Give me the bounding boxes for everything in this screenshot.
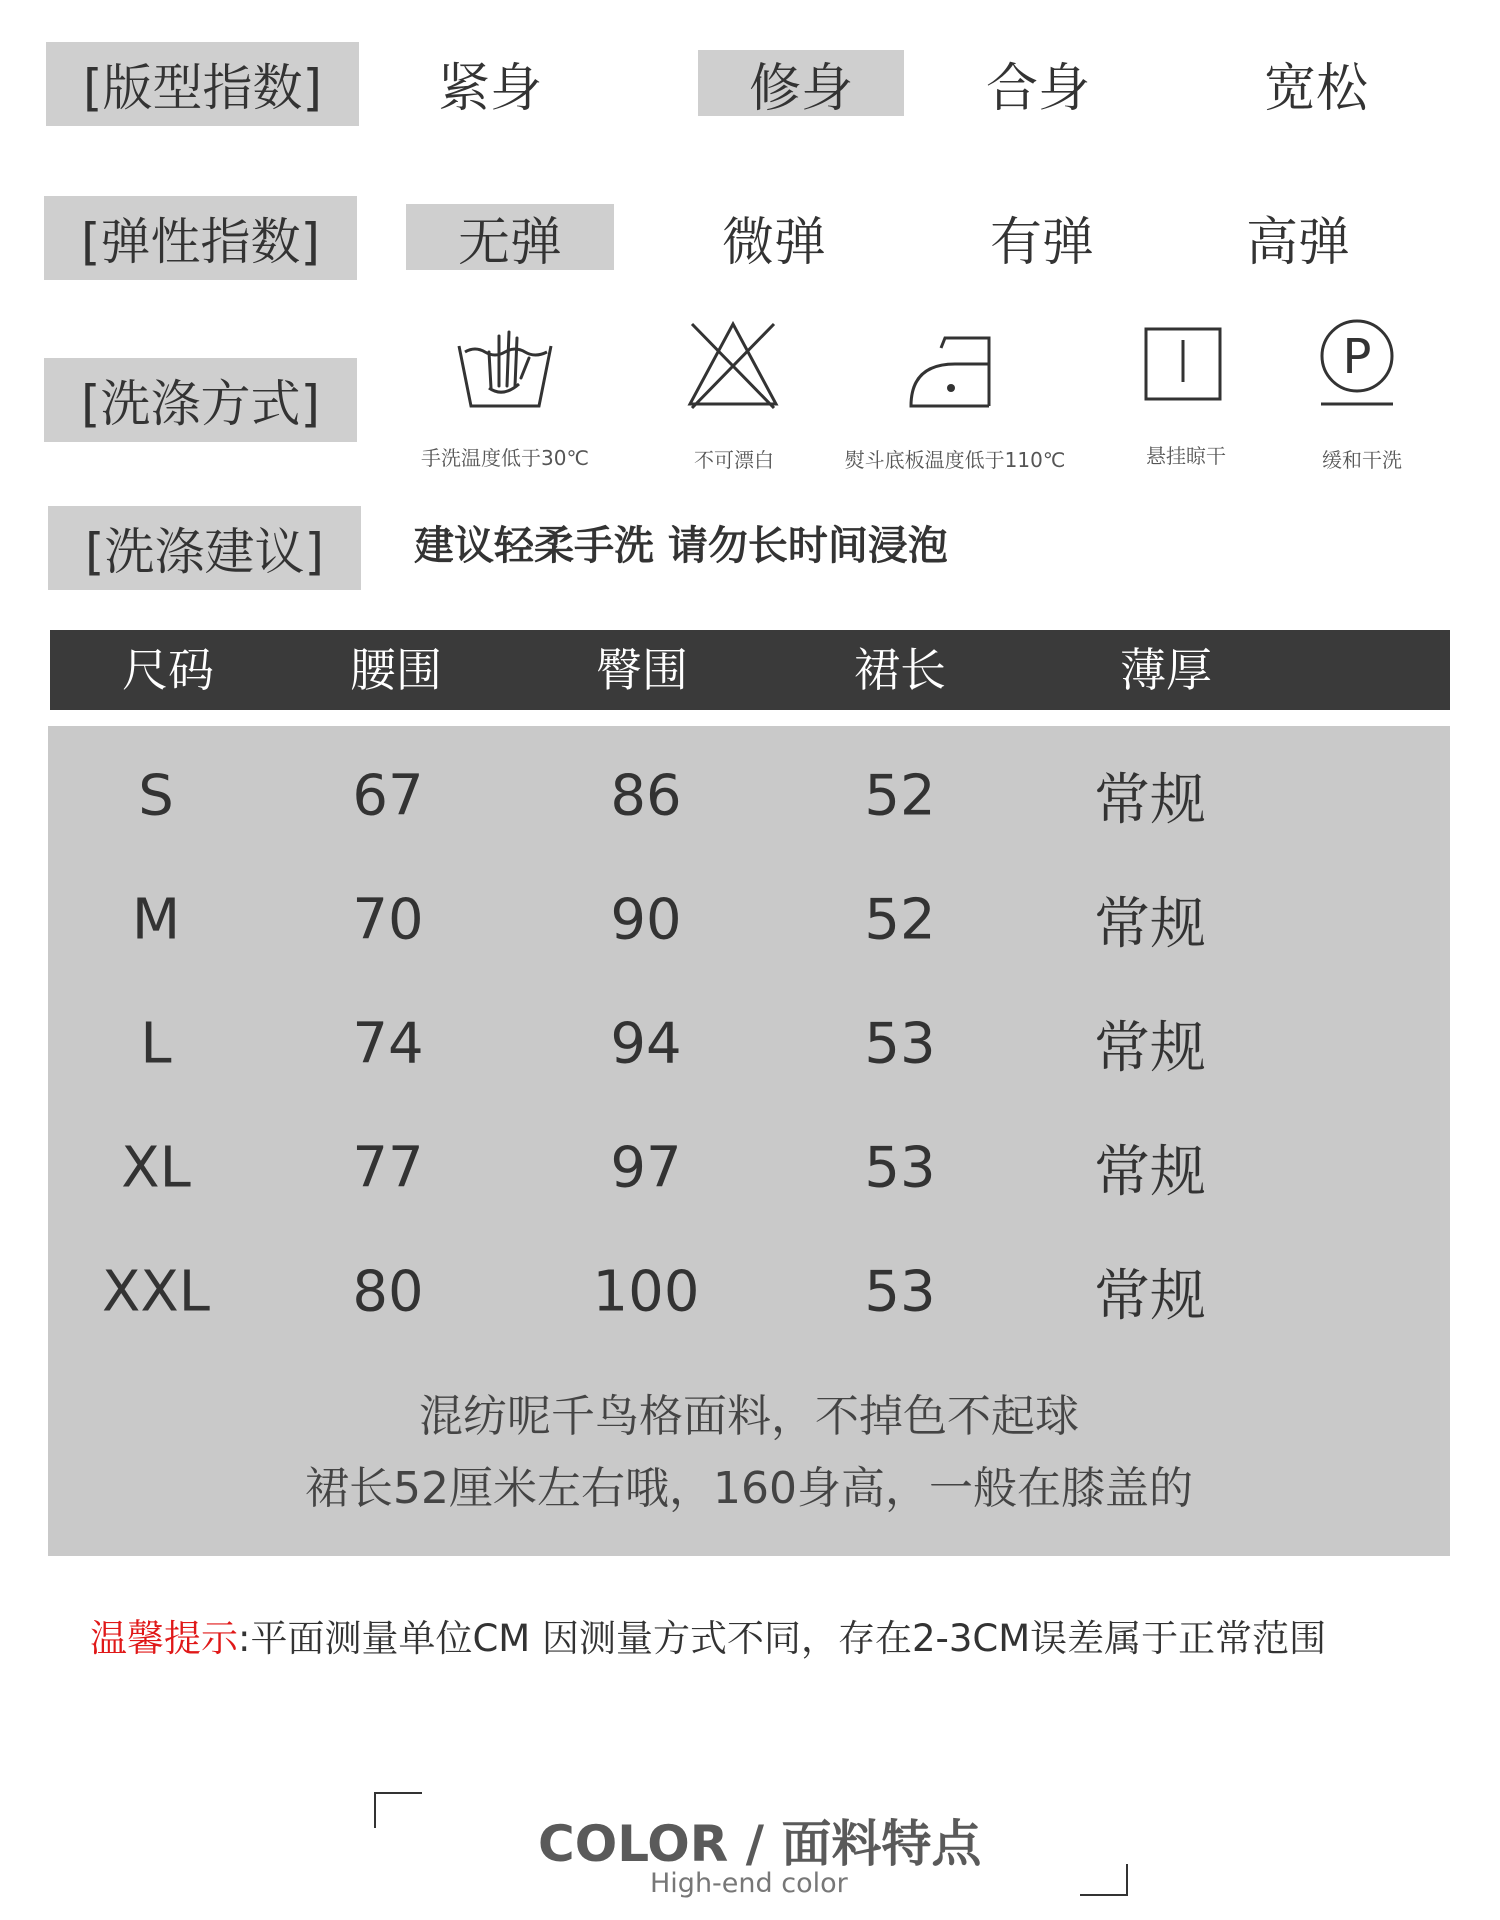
corner-top-left [374, 1792, 422, 1828]
elasticity-option-none: 无弹 [406, 204, 614, 270]
size-table-body [48, 726, 1450, 1556]
fit-option-loose: 宽松 [1263, 58, 1368, 119]
table-cell: XL [121, 1135, 191, 1201]
fit-option-slim: 修身 [698, 50, 904, 116]
hang-dry-caption: 悬挂晾干 [1146, 444, 1226, 468]
size-table-header [50, 630, 1450, 710]
table-cell: 52 [864, 763, 936, 829]
header-hip: 臀围 [596, 643, 688, 697]
footer-subtitle: High-end color [650, 1868, 848, 1899]
table-cell: L [140, 1011, 172, 1077]
length-note: 裙长52厘米左右哦，160身高，一般在膝盖的 [305, 1463, 1193, 1514]
svg-text:P: P [1342, 329, 1372, 385]
table-cell: 常规 [1094, 1016, 1206, 1081]
footer-title: COLOR / 面料特点 [538, 1815, 982, 1873]
table-cell: 80 [352, 1259, 424, 1325]
table-cell: 94 [610, 1011, 682, 1077]
table-cell: 53 [864, 1135, 936, 1201]
table-cell: S [138, 763, 174, 829]
washing-advice-label: [洗涤建议] [48, 506, 361, 590]
elasticity-option-slight: 微弹 [721, 212, 826, 273]
iron-icon [905, 326, 995, 410]
elasticity-option-high: 高弹 [1245, 212, 1350, 273]
table-cell: 77 [352, 1135, 424, 1201]
header-thickness: 薄厚 [1120, 643, 1212, 697]
hang-dry-icon [1143, 326, 1223, 402]
fit-option-tight: 紧身 [437, 58, 542, 119]
dry-clean-caption: 缓和干洗 [1322, 448, 1402, 472]
no-bleach-icon [686, 318, 780, 410]
table-cell: 53 [864, 1011, 936, 1077]
hand-wash-caption: 手洗温度低于30℃ [421, 446, 589, 470]
table-cell: 90 [610, 887, 682, 953]
fit-option-regular: 合身 [985, 58, 1090, 119]
elasticity-option-medium: 有弹 [989, 212, 1094, 273]
table-cell: 常规 [1094, 768, 1206, 833]
elasticity-index-label: [弹性指数] [44, 196, 357, 280]
header-size: 尺码 [122, 643, 214, 697]
table-cell: 100 [592, 1259, 700, 1325]
table-cell: 52 [864, 887, 936, 953]
table-cell: 常规 [1094, 1140, 1206, 1205]
dry-clean-icon [1315, 316, 1399, 408]
table-cell: 常规 [1094, 892, 1206, 957]
fabric-note: 混纺呢千鸟格面料，不掉色不起球 [419, 1391, 1079, 1442]
hand-wash-icon [455, 322, 555, 414]
corner-bottom-right [1080, 1864, 1128, 1896]
table-cell: 74 [352, 1011, 424, 1077]
tip-text: :平面测量单位CM 因测量方式不同，存在2-3CM误差属于正常范围 [238, 1617, 1327, 1660]
measurement-tip [90, 1608, 1326, 1662]
table-cell: 70 [352, 887, 424, 953]
table-cell: 53 [864, 1259, 936, 1325]
table-cell: M [131, 887, 181, 953]
header-length: 裙长 [854, 643, 946, 697]
iron-caption: 熨斗底板温度低于110℃ [844, 448, 1066, 472]
washing-method-label: [洗涤方式] [44, 358, 357, 442]
header-waist: 腰围 [350, 643, 442, 697]
table-cell: 97 [610, 1135, 682, 1201]
tip-label: 温馨提示 [90, 1617, 238, 1660]
washing-advice-text: 建议轻柔手洗 请勿长时间浸泡 [414, 523, 948, 569]
table-cell: 86 [610, 763, 682, 829]
table-cell: 常规 [1094, 1264, 1206, 1329]
fit-index-label: [版型指数] [46, 42, 359, 126]
table-cell: 67 [352, 763, 424, 829]
no-bleach-caption: 不可漂白 [694, 448, 774, 472]
table-cell: XXL [102, 1259, 210, 1325]
